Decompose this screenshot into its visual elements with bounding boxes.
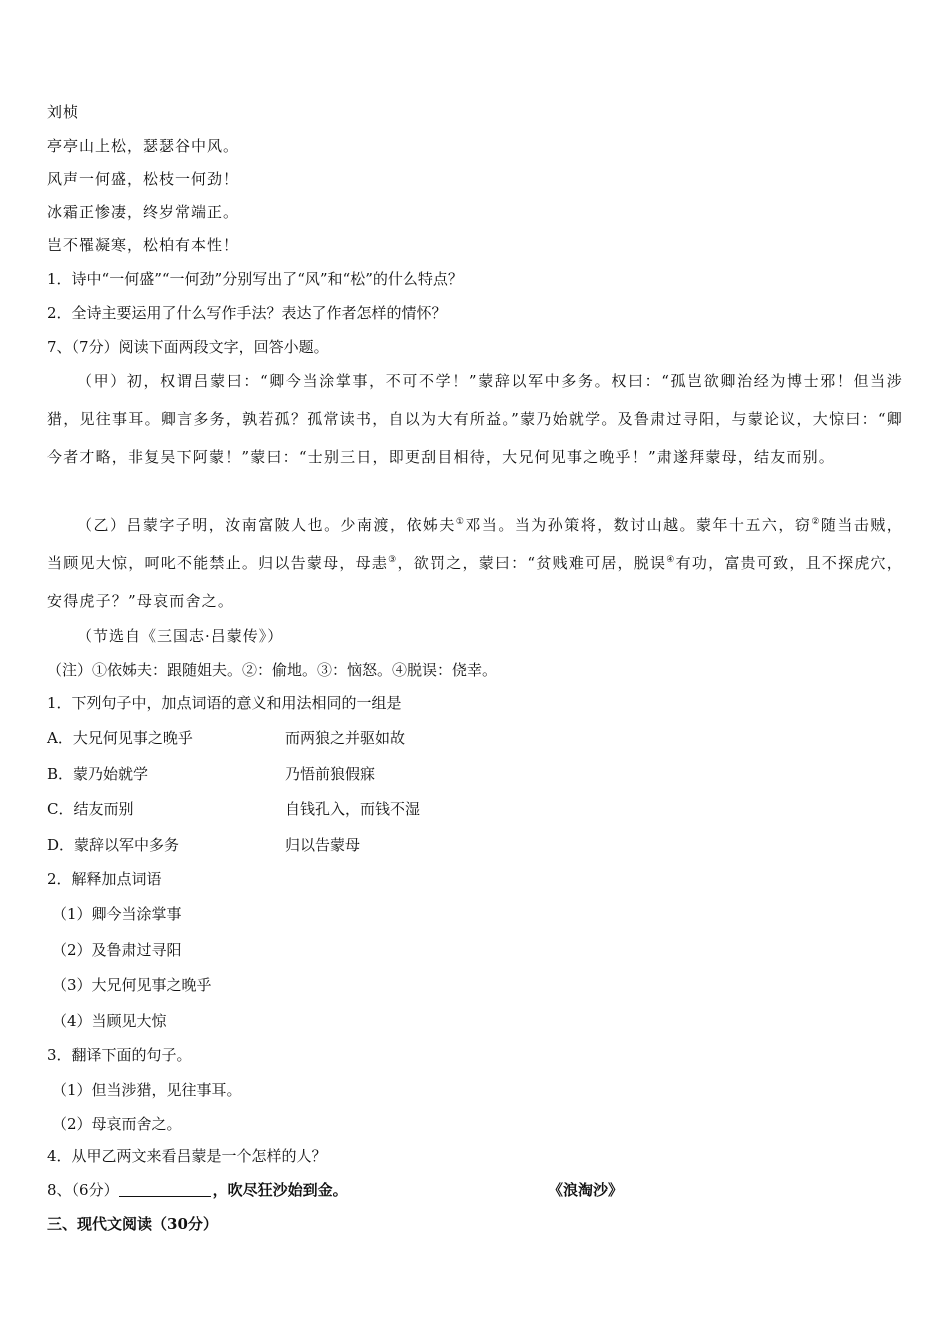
poem-question-1: 1．诗中“一何盛”“一何劲”分别写出了“风”和“松”的什么特点？ <box>47 270 463 288</box>
answer-blank[interactable] <box>119 1180 211 1197</box>
option-b-right: 乃悟前狼假寐 <box>285 765 376 783</box>
sub2-item-4: （4）当顾见大惊 <box>52 1012 167 1030</box>
question-8-source: 《浪淘沙》 <box>548 1181 624 1199</box>
option-d-right: 归以告蒙母 <box>285 836 361 854</box>
passage-yi: （乙）吕蒙字子明，汝南富陂人也。少南渡，依姊夫①邓当。当为孙策将，数讨山越。蒙年十五六，窃②随当击贼，当顾见大惊，呵叱不能禁止。归以告蒙母，母恚③，欲罚之，蒙曰：“贫贱难可居，脱误④有功，富贵可致，且不探虎穴，安得虎子？”母哀而舍之。 <box>47 516 904 610</box>
passage-note: （注）①依姊夫：跟随姐夫。②：偷地。③：恼怒。④脱误：侥幸。 <box>47 661 498 679</box>
sub1-title: 1．下列句子中，加点词语的意义和用法相同的一组是 <box>47 694 402 712</box>
sub3-item-2: （2）母哀而舍之。 <box>52 1115 182 1133</box>
question-7-header: 7、（7分）阅读下面两段文字，回答小题。 <box>47 338 329 356</box>
option-c-left: C．结友而别 <box>47 800 134 818</box>
poem-line-1: 亭亭山上松，瑟瑟谷中风。 <box>47 137 240 155</box>
sub3-item-1: （1）但当涉猎，见往事耳。 <box>52 1081 242 1099</box>
sub2-item-1: （1）卿今当涂掌事 <box>52 905 182 923</box>
option-d-left: D．蒙辞以军中多务 <box>47 836 180 854</box>
option-a-left: A．大兄何见事之晚乎 <box>47 729 193 747</box>
sub4-question: 4．从甲乙两文来看吕蒙是一个怎样的人？ <box>47 1147 327 1165</box>
option-c-right: 自钱孔入，而钱不湿 <box>285 800 421 818</box>
sub2-title: 2．解释加点词语 <box>47 870 162 888</box>
option-a-right: 而两狼之并驱如故 <box>285 729 406 747</box>
passage-source: （节选自《三国志·吕蒙传》） <box>77 627 284 645</box>
poem-question-2: 2．全诗主要运用了什么写作手法？表达了作者怎样的情怀？ <box>47 304 447 322</box>
option-b-left: B．蒙乃始就学 <box>47 765 149 783</box>
question-8-text: ，吹尽狂沙始到金。 <box>212 1181 348 1199</box>
poem-line-4: 岂不罹凝寒，松柏有本性！ <box>47 236 240 254</box>
passage-jia: （甲）初，权谓吕蒙曰：“卿今当涂掌事，不可不学！”蒙辞以军中多务。权曰：“孤岂欲卿治经为博士邪！但当涉猎，见往事耳。卿言多务，孰若孤？孤常读书，自以为大有所益。”蒙乃始就学。及鲁肃过寻阳，与蒙论议，大惊曰：“卿今者才略，非复吴下阿蒙！”蒙曰：“士别三日，即更刮目相待，大兄何见事之晚乎！”肃遂拜蒙母，结友而别。 <box>47 372 903 466</box>
sub2-item-3: （3）大兄何见事之晚乎 <box>52 976 212 994</box>
poem-author: 刘桢 <box>47 103 80 121</box>
question-8 <box>47 1180 348 1200</box>
poem-line-3: 冰霜正惨凄，终岁常端正。 <box>47 203 240 221</box>
sub3-title: 3．翻译下面的句子。 <box>47 1046 192 1064</box>
poem-line-2: 风声一何盛，松枝一何劲！ <box>47 170 240 188</box>
question-8-prefix: 8、（6分） <box>47 1181 119 1199</box>
sub2-item-2: （2）及鲁肃过寻阳 <box>52 941 182 959</box>
section-3-heading: 三、现代文阅读（30分） <box>47 1215 218 1233</box>
